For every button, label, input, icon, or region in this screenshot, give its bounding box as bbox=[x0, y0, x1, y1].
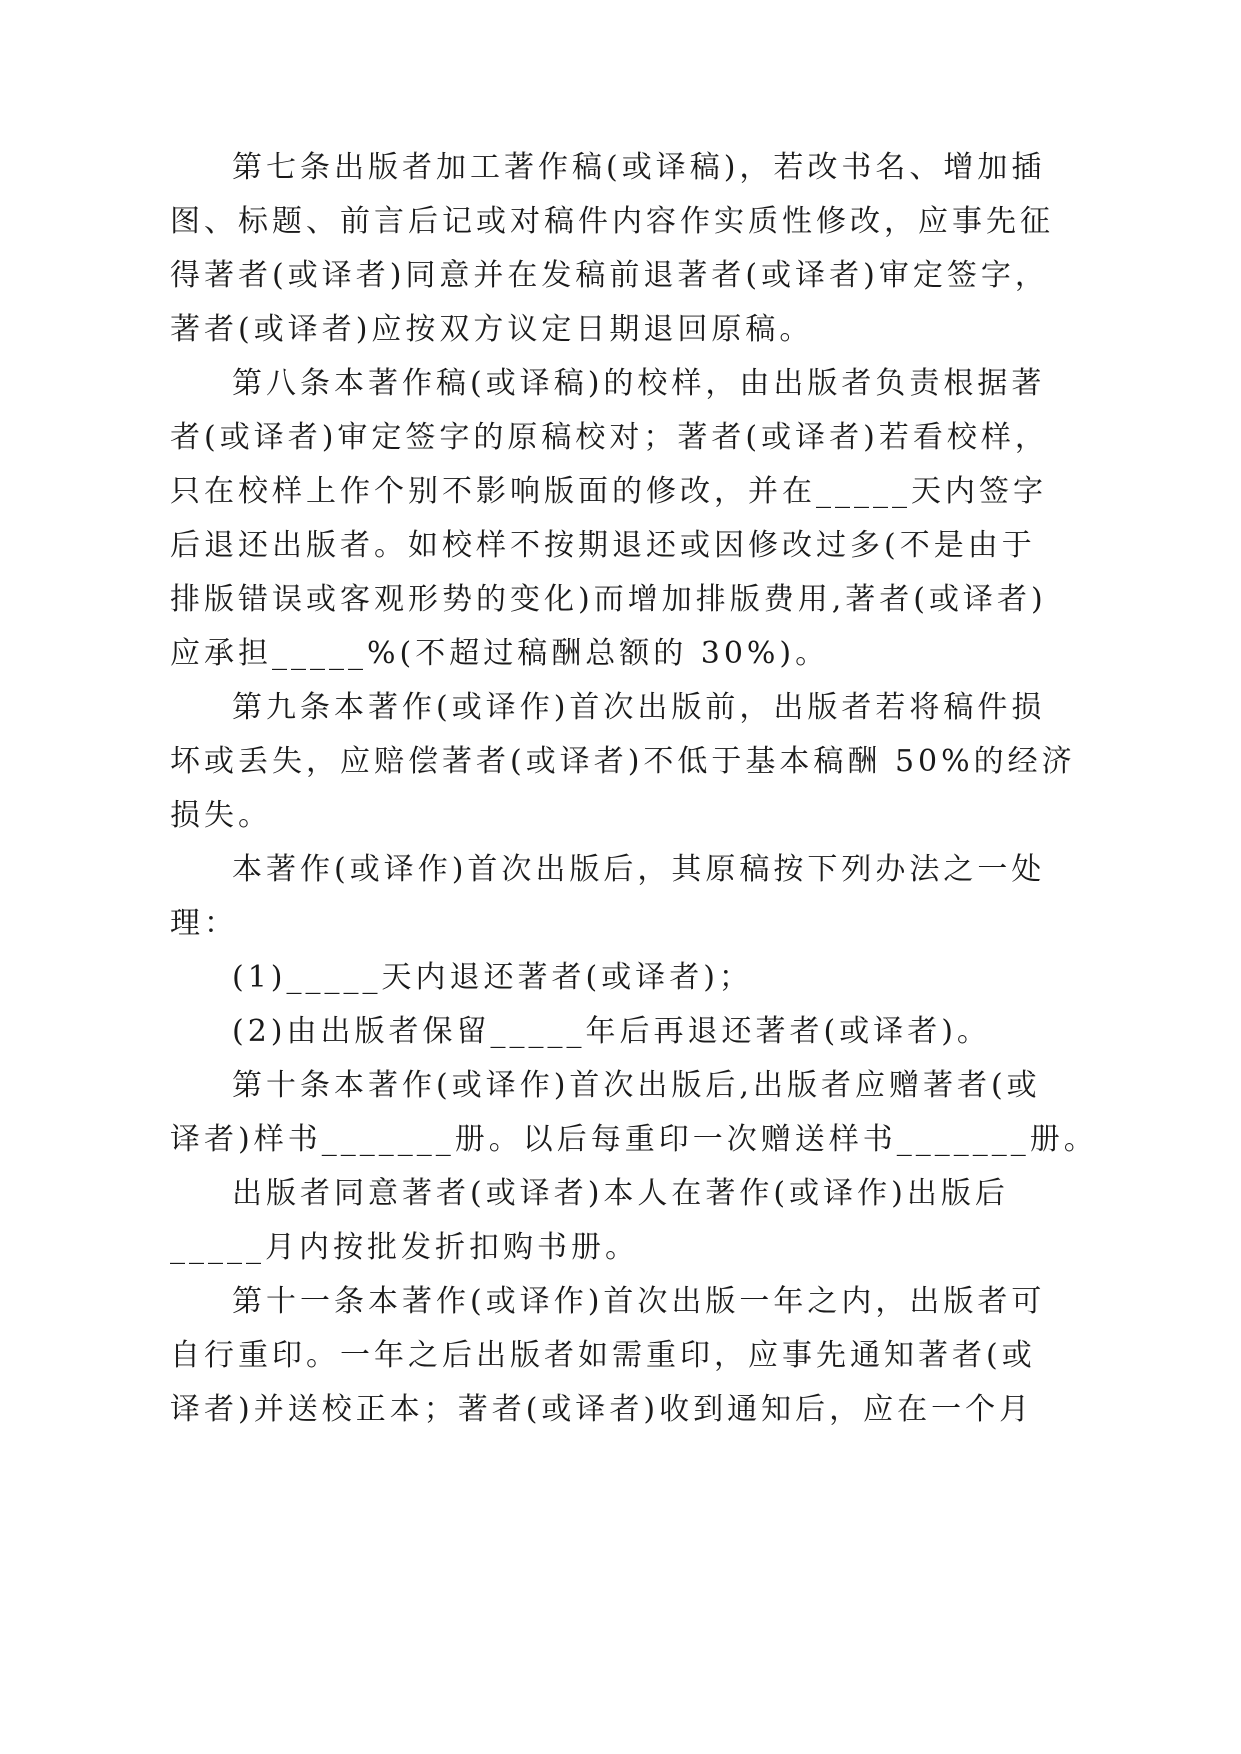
paragraph-line: 坏或丢失，应赔偿著者(或译者)不低于基本稿酬 50%的经济 bbox=[170, 744, 1076, 779]
paragraph-line: 译者)样书_______册。以后每重印一次赠送样书_______册。 bbox=[170, 1122, 1098, 1157]
paragraph-line: 自行重印。一年之后出版者如需重印，应事先通知著者(或 bbox=[170, 1338, 1036, 1373]
paragraph-line: 译者)并送校正本；著者(或译者)收到通知后，应在一个月 bbox=[170, 1392, 1034, 1427]
paragraph-line: _____月内按批发折扣购书册。 bbox=[170, 1230, 639, 1265]
paragraph-line: 理： bbox=[170, 906, 238, 941]
paragraph-line: 第八条本著作稿(或译稿)的校样，由出版者负责根据著 bbox=[232, 366, 1046, 401]
paragraph-line: 第九条本著作(或译作)首次出版前，出版者若将稿件损 bbox=[232, 690, 1046, 725]
paragraph-line: 只在校样上作个别不影响版面的修改，并在_____天内签字 bbox=[170, 474, 1047, 509]
list-item-line: (2)由出版者保留_____年后再退还著者(或译者)。 bbox=[232, 1014, 991, 1049]
paragraph-line: 损失。 bbox=[170, 798, 272, 833]
paragraph-line: 第十一条本著作(或译作)首次出版一年之内，出版者可 bbox=[232, 1284, 1046, 1319]
paragraph-line: 得著者(或译者)同意并在发稿前退著者(或译者)审定签字， bbox=[170, 258, 1049, 293]
paragraph-line: 著者(或译者)应按双方议定日期退回原稿。 bbox=[170, 312, 814, 347]
paragraph-line: 本著作(或译作)首次出版后，其原稿按下列办法之一处 bbox=[232, 852, 1046, 887]
list-item-line: (1)_____天内退还著者(或译者)； bbox=[232, 960, 753, 995]
paragraph-line: 应承担_____%(不超过稿酬总额的 30%)。 bbox=[170, 636, 830, 671]
paragraph-line: 后退还出版者。如校样不按期退还或因修改过多(不是由于 bbox=[170, 528, 1036, 563]
paragraph-line: 第十条本著作(或译作)首次出版后,出版者应赠著者(或 bbox=[232, 1068, 1041, 1103]
paragraph-line: 第七条出版者加工著作稿(或译稿)，若改书名、增加插 bbox=[232, 150, 1046, 185]
paragraph-line: 者(或译者)审定签字的原稿校对；著者(或译者)若看校样， bbox=[170, 420, 1049, 455]
paragraph-line: 排版错误或客观形势的变化)而增加排版费用,著者(或译者) bbox=[170, 582, 1047, 617]
paragraph-line: 出版者同意著者(或译者)本人在著作(或译作)出版后 bbox=[232, 1176, 1009, 1211]
paragraph-line: 图、标题、前言后记或对稿件内容作实质性修改，应事先征 bbox=[170, 204, 1054, 239]
